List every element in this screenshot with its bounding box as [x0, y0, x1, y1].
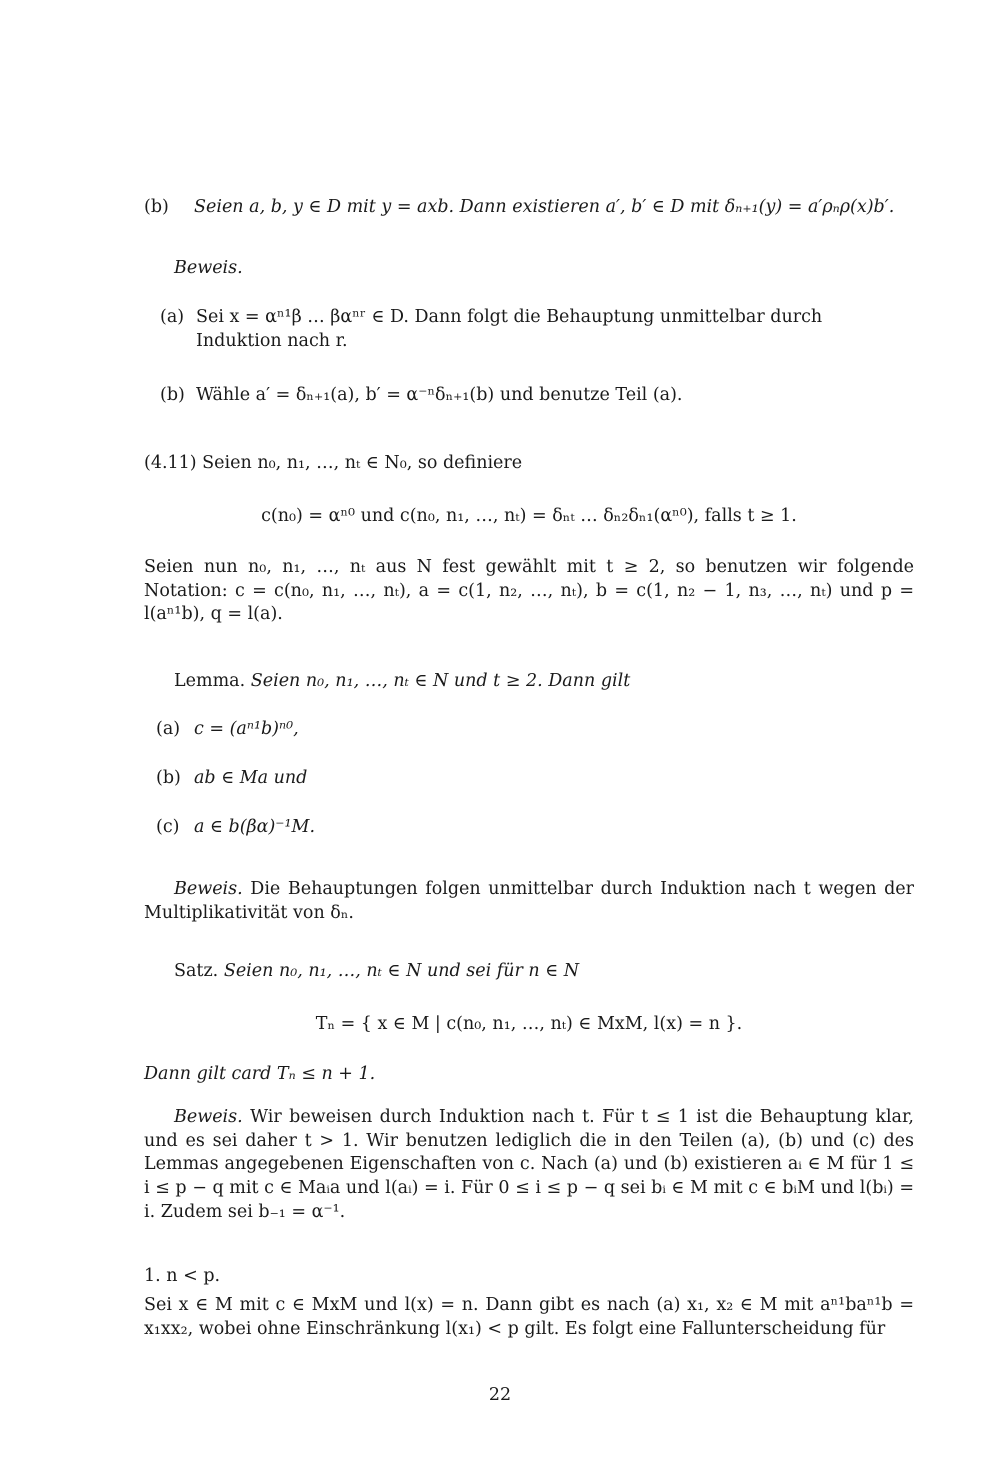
item-text: Wähle a′ = δₙ₊₁(a), b′ = α⁻ⁿδₙ₊₁(b) und benutze Teil (a).	[196, 385, 683, 405]
satz-statement	[174, 960, 914, 984]
case-heading: 1. n < p.	[144, 1266, 221, 1286]
item-label: (b)	[160, 385, 185, 405]
case-paragraph: Sei x ∈ M mit c ∈ MxM und l(x) = n. Dann gibt es nach (a) x₁, x₂ ∈ M mit aⁿ¹baⁿ¹b = x₁xx₂, wobei ohne Einschränkung l(x₁) < p gilt. Es folgt eine Fallunterscheidung für	[144, 1295, 914, 1339]
item-label: (a)	[160, 307, 185, 327]
page-number: 22	[488, 1385, 512, 1405]
lemma-item	[156, 718, 926, 742]
satz-conclusion: Dann gilt card Tₙ ≤ n + 1.	[144, 1064, 376, 1084]
item-label: (a)	[156, 719, 181, 739]
item-label: (b)	[156, 768, 181, 788]
item-text: c = (aⁿ¹b)ⁿ⁰,	[194, 719, 299, 739]
lemma-item	[156, 767, 926, 791]
proof-item-b	[160, 384, 914, 408]
lemma-text: Seien n₀, n₁, …, nₜ ∈ N und t ≥ 2. Dann gilt	[250, 671, 631, 691]
satz-formula: Tₙ = { x ∈ M | c(n₀, n₁, …, nₜ) ∈ MxM, l(x) = n }.	[315, 1014, 743, 1034]
proof-item-a	[160, 306, 914, 353]
theorem-item-b	[144, 196, 914, 220]
item-text: a ∈ b(βα)⁻¹M.	[194, 817, 316, 837]
section-4-11: (4.11) Seien n₀, n₁, …, nₜ ∈ N₀, so definiere	[144, 453, 523, 473]
satz-proof	[144, 1106, 914, 1224]
satz-heading: Satz.	[174, 961, 219, 981]
item-label: (c)	[156, 817, 180, 837]
lemma-statement	[174, 670, 914, 694]
proof-heading: Beweis.	[174, 879, 243, 899]
notation-paragraph: Seien nun n₀, n₁, …, nₜ aus N fest gewählt mit t ≥ 2, so benutzen wir folgende Notation: c = c(n₀, n₁, …, nₜ), a = c(1, n₂, …, nₜ), b = c(1, n₂ − 1, n₃, …, nₜ) und p = l(aⁿ¹b), q = l(a).	[144, 557, 914, 625]
satz-text: Seien n₀, n₁, …, nₜ ∈ N und sei für n ∈ N	[223, 961, 580, 981]
lemma-proof	[144, 878, 914, 925]
item-text: Sei x = αⁿ¹β … βαⁿʳ ∈ D. Dann folgt die Behauptung unmittelbar durch Induktion nach r.	[196, 307, 823, 351]
lemma-heading: Lemma.	[174, 671, 246, 691]
item-text: Seien a, b, y ∈ D mit y = axb. Dann existieren a′, b′ ∈ D mit δₙ₊₁(y) = a′ρₙρ(x)b′.	[194, 197, 895, 217]
proof-heading: Beweis.	[174, 258, 243, 278]
lemma-item	[156, 816, 926, 840]
proof-text: Die Behauptungen folgen unmittelbar durch Induktion nach t wegen der Multiplikativität von δₙ.	[144, 879, 914, 923]
proof-text: Wir beweisen durch Induktion nach t. Für t ≤ 1 ist die Behauptung klar, und es sei daher t > 1. Wir benutzen lediglich die in den Teilen (a), (b) und (c) des Lemmas angegebenen Eigenschaften von c. Nach (a) und (b) existieren aᵢ ∈ M für 1 ≤ i ≤ p − q mit c ∈ Maᵢa und l(aᵢ) = i. Für 0 ≤ i ≤ p − q sei bᵢ ∈ M mit c ∈ bᵢM und l(bᵢ) = i. Zudem sei b₋₁ = α⁻¹.	[144, 1107, 914, 1222]
item-text: ab ∈ Ma und	[194, 768, 308, 788]
proof-heading: Beweis.	[174, 1107, 243, 1127]
definition-formula: c(n₀) = αⁿ⁰ und c(n₀, n₁, …, nₜ) = δₙₜ … δₙ₂δₙ₁(αⁿ⁰), falls t ≥ 1.	[261, 506, 797, 526]
item-label: (b)	[144, 197, 169, 217]
